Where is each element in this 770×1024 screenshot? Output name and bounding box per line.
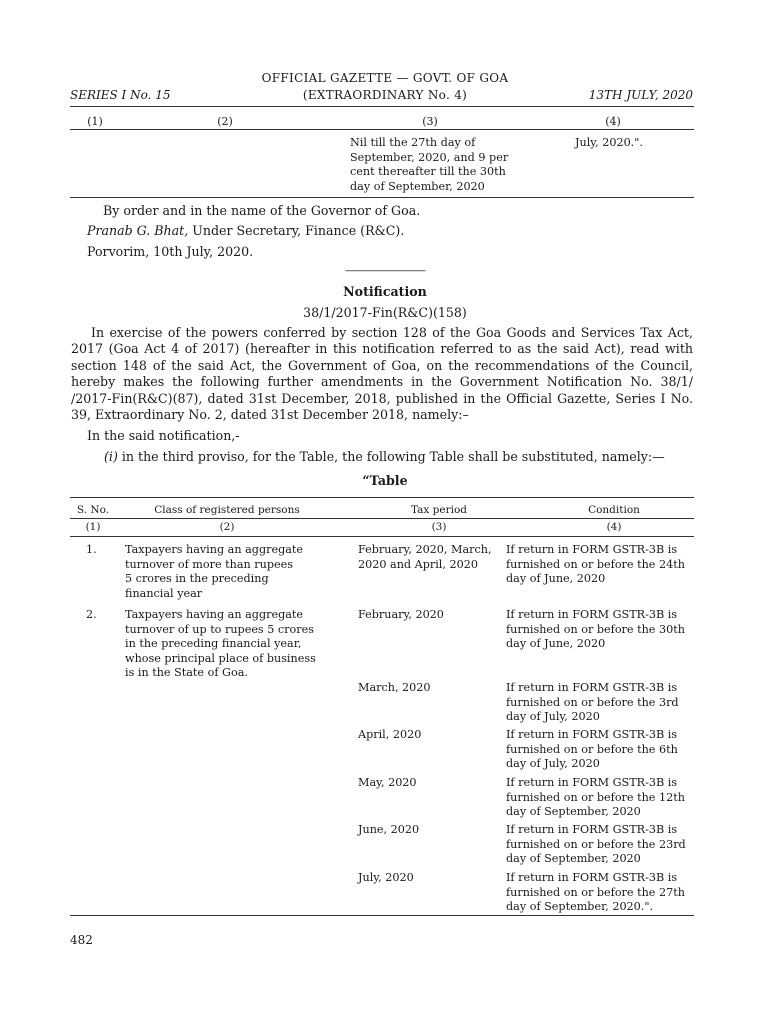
table-row-6-condition: If return in FORM GSTR-3B is furnished on or before the 23rd day of September, 2020 bbox=[506, 823, 686, 866]
colnum-3: (3) bbox=[431, 521, 447, 533]
table-row-2-sno: 2. bbox=[86, 608, 97, 621]
main-table-colnum-rule bbox=[70, 536, 694, 537]
extraordinary-number: (EXTRAORDINARY No. 4) bbox=[302, 88, 468, 102]
notification-heading: Notification bbox=[343, 284, 427, 299]
main-table-bottom-rule bbox=[70, 915, 694, 916]
signatory-name: Pranab G. Bhat, bbox=[87, 223, 189, 238]
notification-body: In exercise of the powers conferred by section 128 of the Goa Goods and Services Tax Act, 2017 (Goa Act 4 of 2017) (hereafter in this notification referred to as the said Act), read with section 148 of the said Act, the Government of Goa, on the recommendations of the Council, hereby makes the following further amendments in the Government Notification No. 38/1/ /2017-Fin(R&C)(87), dated 31st December, 2018, published in the Official Gazette, Series I No. 39, Extraordinary No. 2, dated 31st December 2018, namely:– bbox=[71, 325, 693, 423]
top-table-rule bbox=[70, 129, 694, 130]
said-notification: In the said notification,- bbox=[87, 428, 240, 443]
top-table-cell-3: Nil till the 27th day of September, 2020, and 9 per cent thereafter till the 30th day of September, 2020 bbox=[350, 136, 509, 193]
separator: ———————— bbox=[345, 264, 425, 277]
table-row-4-condition: If return in FORM GSTR-3B is furnished on or before the 6th day of July, 2020 bbox=[506, 728, 678, 771]
top-col-4: (4) bbox=[605, 115, 621, 128]
signatory-title: Under Secretary, Finance (R&C). bbox=[188, 223, 405, 238]
colnum-2: (2) bbox=[219, 521, 235, 533]
header-class: Class of registered persons bbox=[154, 504, 300, 516]
table-row-2-period: February, 2020 bbox=[358, 608, 444, 621]
header-tax-period: Tax period bbox=[410, 504, 468, 516]
table-row-1-condition: If return in FORM GSTR-3B is furnished on or before the 24th day of June, 2020 bbox=[506, 543, 685, 586]
clause-number: (i) bbox=[104, 449, 118, 464]
table-row-5-condition: If return in FORM GSTR-3B is furnished on or before the 12th day of September, 2020 bbox=[506, 776, 685, 819]
table-row-7-period: July, 2020 bbox=[358, 871, 414, 884]
colnum-4: (4) bbox=[606, 521, 622, 533]
table-row-5-period: May, 2020 bbox=[358, 776, 417, 789]
notification-number: 38/1/2017-Fin(R&C)(158) bbox=[303, 305, 467, 320]
table-row-6-period: June, 2020 bbox=[358, 823, 420, 836]
series-number: SERIES I No. 15 bbox=[70, 88, 171, 102]
top-col-3: (3) bbox=[422, 115, 438, 128]
gazette-title: OFFICIAL GAZETTE — GOVT. OF GOA bbox=[261, 71, 509, 85]
colnum-1: (1) bbox=[85, 521, 101, 533]
table-title: “Table bbox=[362, 473, 408, 488]
table-row-2-condition: If return in FORM GSTR-3B is furnished on or before the 30th day of June, 2020 bbox=[506, 608, 685, 651]
clause-text: in the third proviso, for the Table, the following Table shall be substituted, namely:— bbox=[117, 449, 665, 464]
main-table-header-rule bbox=[70, 518, 694, 519]
gazette-date: 13TH JULY, 2020 bbox=[588, 88, 693, 102]
signatory bbox=[87, 223, 404, 239]
table-row-7-condition: If return in FORM GSTR-3B is furnished on or before the 27th day of September, 2020.". bbox=[506, 871, 685, 914]
top-table-cell-4: July, 2020.". bbox=[575, 136, 643, 149]
top-table-bottom-rule bbox=[70, 197, 694, 198]
table-row-1-period: February, 2020, March, 2020 and April, 2020 bbox=[358, 543, 492, 571]
header-condition: Condition bbox=[588, 504, 640, 516]
header-rule bbox=[70, 106, 694, 107]
order-line: By order and in the name of the Governor of Goa. bbox=[103, 203, 421, 218]
table-row-3-condition: If return in FORM GSTR-3B is furnished on or before the 3rd day of July, 2020 bbox=[506, 681, 679, 724]
main-table-top-rule bbox=[70, 497, 694, 498]
top-col-1: (1) bbox=[87, 115, 103, 128]
place-date: Porvorim, 10th July, 2020. bbox=[87, 244, 254, 259]
table-row-1-sno: 1. bbox=[86, 543, 97, 556]
table-row-3-period: March, 2020 bbox=[358, 681, 431, 694]
clause-i bbox=[104, 449, 665, 465]
page-number: 482 bbox=[70, 933, 93, 947]
header-sno: S. No. bbox=[76, 504, 110, 516]
top-col-2: (2) bbox=[217, 115, 233, 128]
table-row-4-period: April, 2020 bbox=[358, 728, 422, 741]
table-row-1-class: Taxpayers having an aggregate turnover of more than rupees 5 crores in the preceding financial year bbox=[125, 543, 304, 600]
table-row-2-class: Taxpayers having an aggregate turnover of up to rupees 5 crores in the preceding financial year, whose principal place of business is in the State of Goa. bbox=[125, 608, 316, 680]
